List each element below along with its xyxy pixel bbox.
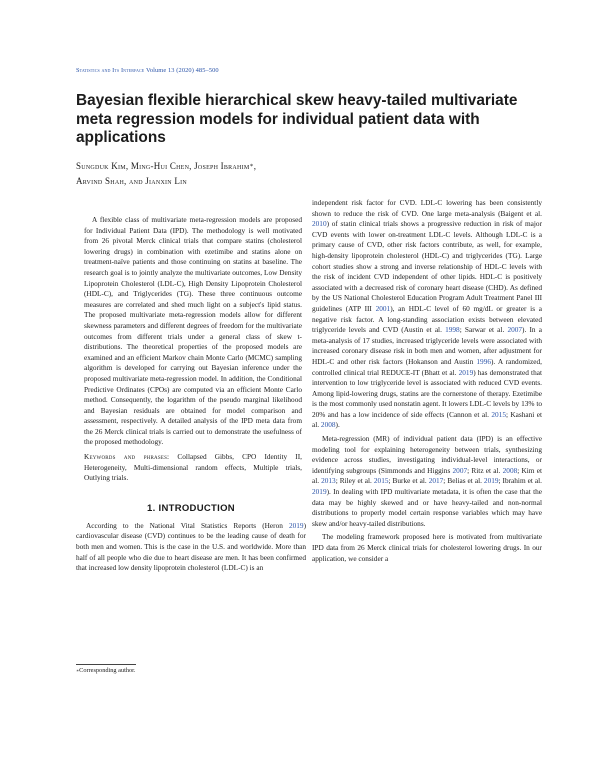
citation-link[interactable]: 2015 <box>491 409 506 419</box>
text-run: ). <box>335 420 340 430</box>
text-run: ; Belias et al. <box>443 476 484 486</box>
text-run: ). In dealing with IPD multivariate metadata, it is often the case that the data may be highly skewed and or have heavy-tailed and non-normal distributions to properly model certain response variables which may have skew and/or heavy-tailed distributions. <box>312 487 542 528</box>
abstract: A flexible class of multivariate meta-regression models are proposed for Individual Patient Data (IPD). The methodology is well motivated from 26 pivotal Merck clinical trials that compare statins (cholesterol lowering drugs) in combination with ezetimibe and statins alone on treatment-naïve patients and those continuing on statins at baseline. The research goal is to jointly analyze the multivariate outcomes, Low Density Lipoprotein Cholesterol (LDL-C), High Density Lipoprotein Cholesterol (HDL-C), and Triglycerides (TG). These three continuous outcome measures are correlated and shed much light on a subject's lipid status. The proposed multivariate meta-regression models allow for different skewness parameters and different degrees of freedom for the multivariate outcomes from different trials under a general class of skew t-distributions. The theoretical properties of the proposed models are examined and an efficient Markov chain Monte Carlo (MCMC) sampling algorithm is developed for carrying out Bayesian inference under the proposed multivariate meta-regression model. In addition, the Conditional Predictive Ordinates (CPOs) are computed via an efficient Monte Carlo method. Consequently, the logarithm of the pseudo marginal likelihood and Bayesian residuals are obtained for model comparison and assessment, respectively. A detailed analysis of the IPD meta data from the 26 Merck clinical trials is carried out to demonstrate the usefulness of the proposed methodology. <box>84 215 302 447</box>
text-run: ). A randomized, controlled clinical trial REDUCE-IT (Bhatt et al. <box>312 356 543 377</box>
citation-link[interactable]: 2010 <box>312 219 327 229</box>
citation-link[interactable]: 2015 <box>373 476 389 486</box>
text-run: ; Kashani et al. <box>312 409 543 430</box>
text-run: ) of statin clinical trials shows a progressive reduction in risk of major CVD events with lower on-treatment LDL-C levels. Although LDL-C is a primary cause of CVD, other risk factors contribute, as well, for example, high-density lipoprotein cholesterol (HDL-C) and triglycerides (TG). Large cohort studies show a strong and inverse relationship of HDL-C levels with the risk of incident CVD independent of other lipids. HDL-C is positively associated with a decreased risk of coronary heart disease (CHD). As defined by the US National Cholesterol Education Program Adult Treatment Panel III guidelines (ATP III <box>312 219 542 313</box>
text-run: ). In a meta-analysis of 17 studies, increased triglyceride levels were associated with increased coronary disease risk in both men and women, after adjustment for HDL-C and other risk factors (Hokanson and Austin <box>312 325 542 366</box>
citation-link[interactable]: 2008 <box>502 465 518 475</box>
intro-paragraph-2 <box>312 198 542 431</box>
citation-link[interactable]: 2019 <box>312 487 327 497</box>
keywords-text: Collapsed Gibbs, CPO Identity II, Heterogeneity, Multi-dimensional random effects, Multiple trials, Outlying trials. <box>84 452 302 483</box>
text-run: ; Ritz et al. <box>467 465 503 475</box>
volume-info: Volume 13 (2020) 485–500 <box>145 67 219 74</box>
text-run: According to the National Vital Statistics Reports (Heron <box>86 520 289 530</box>
footnote-rule <box>76 664 136 665</box>
text-run: ) cardiovascular disease (CVD) continues to be the leading cause of death for both men and women. This is the case in the U.S. and worldwide. More than half of all people who die due to heart disease are men. It has been confirmed that increased low density lipoprotein cholesterol (LDL-C) is an <box>76 520 306 573</box>
citation-link[interactable]: 2001 <box>375 303 391 313</box>
footnote-mark: ∗ <box>76 668 80 673</box>
text-run: Meta-regression (MR) of individual patient data (IPD) is an effective modeling tool for explaining heterogeneity between trials, synthesizing evidence across studies, investigating individual-level interactions, or identifying subgroups (Simmonds and Higgins <box>312 434 542 475</box>
text-run: ; Burke et al. <box>388 476 429 486</box>
journal-header <box>76 67 219 74</box>
text-run: ; Riley et al. <box>335 476 374 486</box>
text-run: ), an HDL-C level of 60 mg/dL or greater is a negative risk factor. A long-standing association exists between elevated triglyceride levels and CVD (Austin et al. <box>312 303 543 335</box>
citation-link[interactable]: 2019 <box>458 367 474 377</box>
citation-link[interactable]: 2019 <box>288 520 304 530</box>
footnote <box>76 666 135 675</box>
journal-name: Statistics and Its Interface <box>76 67 145 74</box>
citation-link[interactable]: 2008 <box>320 420 336 430</box>
authors-line-1-end: , <box>253 161 257 171</box>
citation-link[interactable]: 2013 <box>321 476 336 486</box>
footnote-text: Corresponding author. <box>79 667 136 674</box>
text-run: ; Sarwar et al. <box>459 325 508 335</box>
keywords-label: Keywords and phrases: <box>84 452 170 462</box>
paper-title: Bayesian flexible hierarchical skew heavy-tailed multivariate meta regression models for individual patient data with applications <box>76 92 518 147</box>
citation-link[interactable]: 2017 <box>428 476 444 486</box>
section-heading-introduction: 1. INTRODUCTION <box>147 502 235 514</box>
intro-paragraph-1 <box>76 521 306 574</box>
text-run: ) has demonstrated that intervention to low triglyceride level is associated with reduced CVD events. Among lipid-lowering drugs, statins are the cornerstone of therapy. Ezetimibe is the most commonly used nonstatin agent. It lowers LDL-C levels by 13% to 20% and has a low incidence of side effects (Cannon et al. <box>312 367 542 419</box>
citation-link[interactable]: 1996 <box>476 356 491 366</box>
citation-link[interactable]: 2019 <box>483 476 499 486</box>
author-list <box>76 159 536 188</box>
citation-link[interactable]: 2007 <box>452 465 468 475</box>
left-column <box>76 204 306 574</box>
text-run: independent risk factor for CVD. LDL-C lowering has been consistently shown to reduce the risk of CVD. One large meta-analysis (Baigent et al. <box>312 198 542 218</box>
corresponding-author-mark: ∗ <box>249 163 254 169</box>
authors-line-1: Sungduk Kim, Ming-Hui Chen, Joseph Ibrahim <box>76 161 250 171</box>
keywords <box>76 452 306 484</box>
citation-link[interactable]: 2007 <box>507 325 523 335</box>
intro-paragraph-4: The modeling framework proposed here is motivated from multivariate IPD data from 26 Merck clinical trials for cholesterol lowering drugs. In our application, we consider a <box>312 532 542 563</box>
authors-line-2: Arvind Shah, and Jianxin Lin <box>76 175 187 186</box>
text-run: ; Ibrahim et al. <box>498 476 542 486</box>
citation-link[interactable]: 1998 <box>445 325 460 335</box>
text-run: ; Kim et al. <box>312 465 542 486</box>
right-column <box>312 198 542 564</box>
intro-paragraph-3 <box>312 434 542 529</box>
